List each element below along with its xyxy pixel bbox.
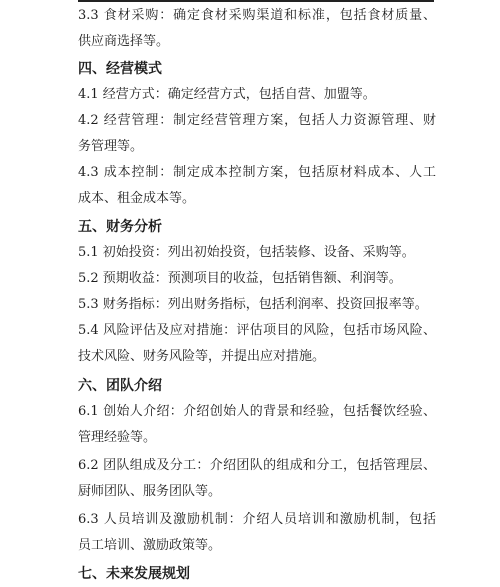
paragraph-5-2 <box>78 266 436 292</box>
paragraph-line: 供应商选择等。 <box>78 34 170 49</box>
paragraph-line: 4.3 成本控制：制定成本控制方案，包括原材料成本、人工 <box>78 165 436 180</box>
paragraph-line: 6.2 团队组成及分工：介绍团队的组成和分工，包括管理层、 <box>78 458 436 473</box>
paragraph-line: 5.2 预期收益：预测项目的收益，包括销售额、利润等。 <box>78 271 402 286</box>
paragraph-line: 4.1 经营方式：确定经营方式，包括自营、加盟等。 <box>78 87 376 102</box>
paragraph-line: 技术风险、财务风险等，并提出应对措施。 <box>78 349 326 364</box>
paragraph-line: 6.1 创始人介绍：介绍创始人的背景和经验，包括餐饮经验、 <box>78 404 436 419</box>
paragraph-5-4 <box>78 318 436 370</box>
paragraph-6-2 <box>78 453 436 505</box>
paragraph-line: 5.4 风险评估及应对措施：评估项目的风险，包括市场风险、 <box>78 323 436 338</box>
paragraph-5-1 <box>78 240 436 266</box>
paragraph-6-3 <box>78 507 436 559</box>
paragraph-3-3 <box>78 3 436 55</box>
paragraph-4-2 <box>78 108 436 160</box>
paragraph-line: 5.1 初始投资：列出初始投资，包括装修、设备、采购等。 <box>78 245 415 260</box>
paragraph-line: 员工培训、激励政策等。 <box>78 538 222 553</box>
paragraph-line: 厨师团队、服务团队等。 <box>78 484 222 499</box>
paragraph-line: 管理经验等。 <box>78 430 157 445</box>
paragraph-5-3 <box>78 292 436 318</box>
paragraph-line: 务管理等。 <box>78 139 144 154</box>
section-heading-4: 四、经营模式 <box>78 61 162 77</box>
paragraph-6-1 <box>78 399 436 451</box>
section-heading-5: 五、财务分析 <box>78 219 162 235</box>
paragraph-line: 6.3 人员培训及激励机制：介绍人员培训和激励机制，包括 <box>78 512 436 527</box>
paragraph-line: 5.3 财务指标：列出财务指标，包括利润率、投资回报率等。 <box>78 297 428 312</box>
section-heading-7: 七、未来发展规划 <box>78 566 190 582</box>
section-heading-6: 六、团队介绍 <box>78 378 162 394</box>
paragraph-4-1 <box>78 82 436 108</box>
paragraph-line: 成本、租金成本等。 <box>78 191 196 206</box>
paragraph-line: 4.2 经营管理：制定经营管理方案，包括人力资源管理、财 <box>78 113 436 128</box>
top-divider <box>78 0 434 2</box>
paragraph-4-3 <box>78 160 436 212</box>
paragraph-line: 3.3 食材采购：确定食材采购渠道和标准，包括食材质量、 <box>78 8 436 23</box>
